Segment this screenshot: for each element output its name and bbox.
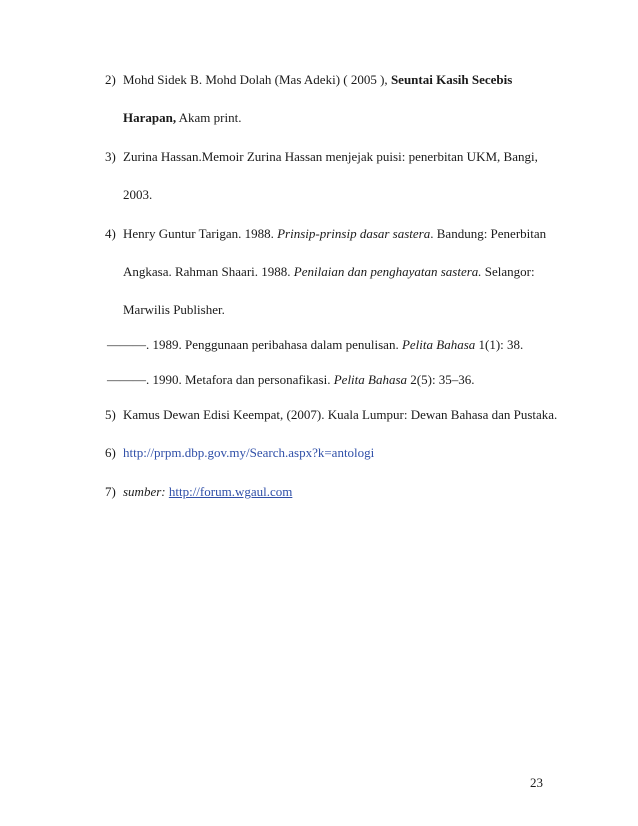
reference-text: ———. 1989. Penggunaan peribahasa dalam penulisan. [107, 337, 402, 352]
reference-number: 3) [105, 149, 116, 164]
reference-line [123, 407, 557, 423]
reference-line [123, 445, 374, 461]
reference-text: Pelita Bahasa [333, 372, 408, 387]
reference-text: Akam print. [176, 110, 242, 125]
reference-line [107, 372, 475, 388]
reference-text: Selangor: [481, 264, 535, 279]
reference-text: 1(1): 38. [475, 337, 524, 352]
reference-line [123, 226, 546, 242]
reference-text: Harapan, [123, 110, 177, 125]
reference-text: . Bandung: Penerbitan [430, 226, 547, 241]
reference-link[interactable]: http://forum.wgaul.com [168, 484, 293, 499]
reference-text: Zurina Hassan.Memoir Zurina Hassan menjejak puisi: penerbitan UKM, Bangi, [123, 149, 538, 164]
reference-text: 2003. [123, 187, 153, 202]
reference-text: Henry Guntur Tarigan. 1988. [123, 226, 278, 241]
reference-line [123, 302, 225, 318]
reference-text: sumber: [123, 484, 166, 499]
reference-line [107, 337, 523, 353]
reference-line [123, 484, 292, 500]
reference-line [123, 149, 538, 165]
page-number: 23 [530, 775, 543, 790]
reference-text: Prinsip-prinsip dasar sastera [277, 226, 431, 241]
reference-text: Seuntai Kasih Secebis [390, 72, 513, 87]
reference-link[interactable]: http://prpm.dbp.gov.my/Search.aspx?k=antologi [123, 445, 375, 460]
reference-number: 5) [105, 407, 116, 422]
reference-text: Angkasa. Rahman Shaari. 1988. [123, 264, 294, 279]
reference-number: 4) [105, 226, 116, 241]
reference-text: 2(5): 35–36. [407, 372, 475, 387]
reference-text: Marwilis Publisher. [123, 302, 225, 317]
reference-text: Penilaian dan penghayatan sastera. [293, 264, 482, 279]
reference-line [123, 264, 535, 280]
reference-text: Mohd Sidek B. Mohd Dolah (Mas Adeki) ( 2005 ), [123, 72, 391, 87]
reference-text: Kamus Dewan Edisi Keempat, (2007). Kuala Lumpur: Dewan Bahasa dan Pustaka. [123, 407, 558, 422]
reference-text: ———. 1990. Metafora dan personafikasi. [107, 372, 334, 387]
reference-number: 2) [105, 72, 116, 87]
reference-line [123, 110, 241, 126]
reference-number: 6) [105, 445, 116, 460]
reference-line [123, 187, 152, 203]
reference-text: Pelita Bahasa [401, 337, 476, 352]
reference-line [123, 72, 512, 88]
reference-number: 7) [105, 484, 116, 499]
